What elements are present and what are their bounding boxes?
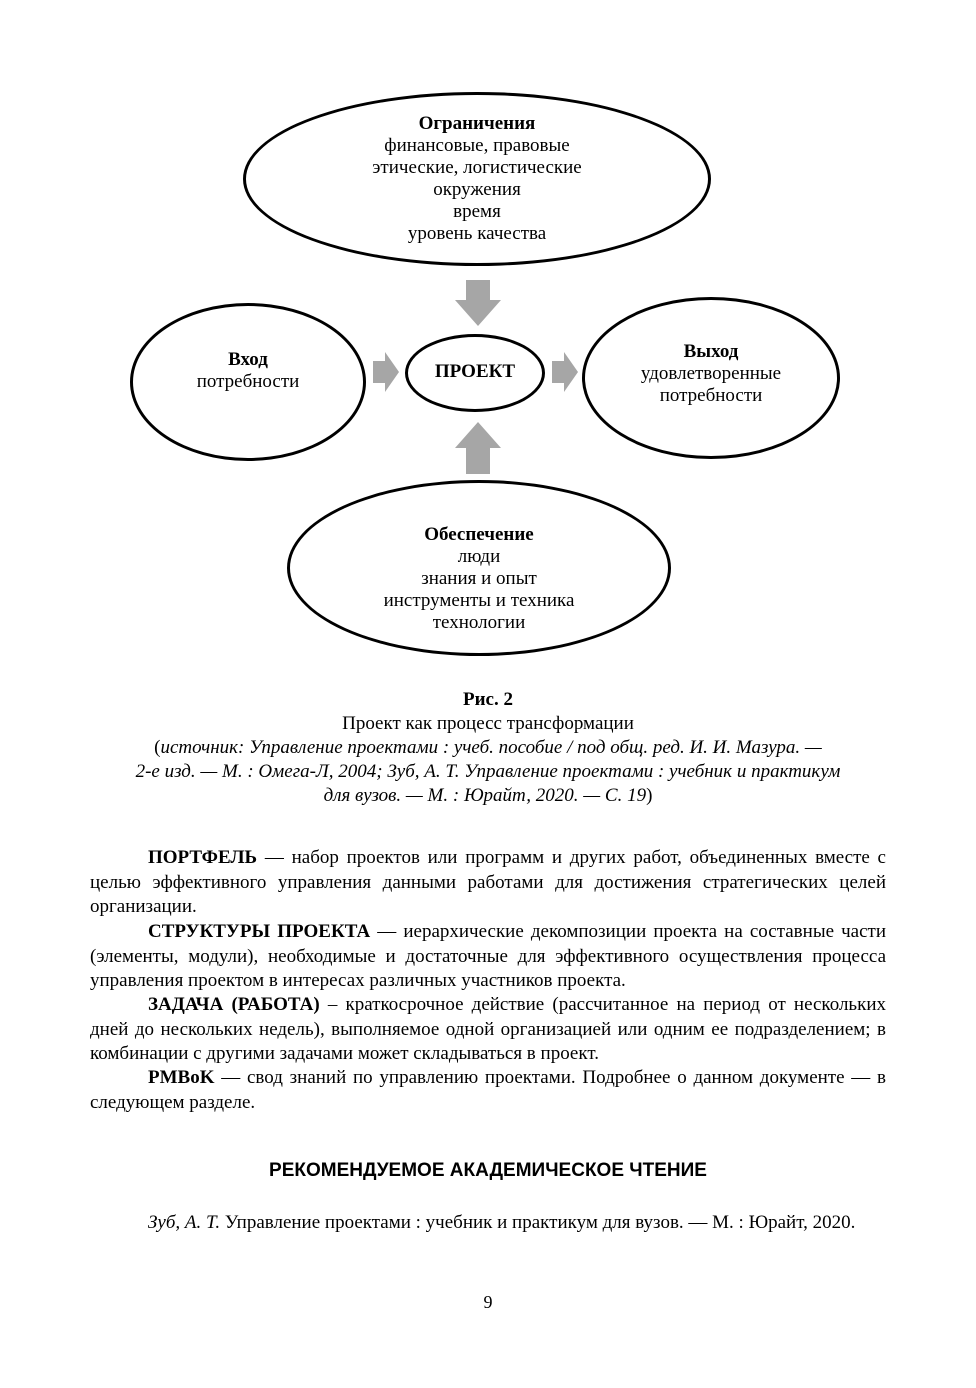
constraints-line: время: [453, 201, 501, 222]
output-title: Выход: [683, 341, 739, 362]
constraints-text: [263, 113, 691, 245]
definition-text: — свод знаний по управлению проектами. Подробнее о данном документе — в следующем разделе.: [90, 1067, 886, 1113]
support-line: знания и опыт: [421, 568, 537, 589]
constraints-line: финансовые, правовые: [384, 135, 570, 156]
source-line: 2-е изд. — М. : Омега-Л, 2004; Зуб, А. Т. Управление проектами : учебник и практикум: [135, 761, 841, 782]
arrow-right-icon: [552, 352, 578, 392]
definition-term: ЗАДАЧА (РАБОТА): [148, 994, 320, 1015]
definition-text: — иерархические декомпозиции проекта на составные части (элементы, модули), необходимые и достаточные для эффективного осуществления процесса управления проектом в интересах различных участников проекта.: [90, 921, 886, 991]
definition-text: — набор проектов или программ и других работ, объединенных вместе с целью эффективного управления данными работами для достижения стратегических целей организации.: [90, 847, 886, 917]
support-title: Обеспечение: [424, 524, 534, 545]
input-title: Вход: [228, 349, 268, 370]
reading-rest: Управление проектами : учебник и практикум для вузов. — М. : Юрайт, 2020.: [220, 1212, 856, 1233]
definition-task: [90, 993, 886, 1067]
support-line: люди: [457, 546, 501, 567]
definition-term: СТРУКТУРЫ ПРОЕКТА: [148, 921, 371, 942]
output-line: потребности: [659, 385, 763, 406]
definition-project-structures: [90, 920, 886, 994]
constraints-title: Ограничения: [418, 113, 536, 134]
arrow-up-icon: [455, 422, 501, 474]
constraints-line: уровень качества: [407, 223, 547, 244]
definition-text: – краткосрочное действие (рассчитанное на период от нескольких дней до нескольких недель), выполняемое одной организацией или одним ее подразделением; в комбинации с другими задачами может складываться в проект.: [90, 994, 886, 1064]
source-line: источник: Управление проектами : учеб. пособие / под общ. ред. И. И. Мазура. —: [160, 737, 822, 758]
source-line: для вузов. — М. : Юрайт, 2020. — С. 19: [323, 785, 647, 806]
figure-label: Рис. 2: [463, 689, 513, 710]
page-number: 9: [483, 1292, 493, 1312]
definition-term: ПОРТФЕЛЬ: [148, 847, 258, 868]
arrow-down-icon: [455, 280, 501, 326]
definition-portfolio: [90, 846, 886, 920]
source-close-paren: ): [646, 785, 653, 806]
reading-author: Зуб, А. Т.: [148, 1212, 221, 1233]
figure-source: [60, 736, 916, 808]
definition-term: PMBoK: [148, 1067, 215, 1088]
source-open-paren: (: [154, 737, 161, 758]
figure-caption: [60, 688, 916, 808]
constraints-line: окружения: [433, 179, 521, 200]
constraints-line: этические, логистические: [372, 157, 582, 178]
figure-title: Проект как процесс трансформации: [342, 713, 634, 734]
input-text: [140, 349, 356, 393]
support-line: инструменты и техника: [383, 590, 575, 611]
input-line: потребности: [196, 371, 300, 392]
project-text: [405, 361, 545, 383]
output-text: [592, 341, 830, 407]
support-line: технологии: [432, 612, 526, 633]
definition-pmbok: [90, 1066, 886, 1115]
reading-reference: [90, 1211, 886, 1236]
arrow-right-icon: [373, 352, 399, 392]
project-title: ПРОЕКТ: [434, 361, 516, 382]
output-line: удовлетворенные: [640, 363, 782, 384]
reading-heading: РЕКОМЕНДУЕМОЕ АКАДЕМИЧЕСКОЕ ЧТЕНИЕ: [269, 1160, 707, 1181]
support-text: [297, 524, 661, 634]
